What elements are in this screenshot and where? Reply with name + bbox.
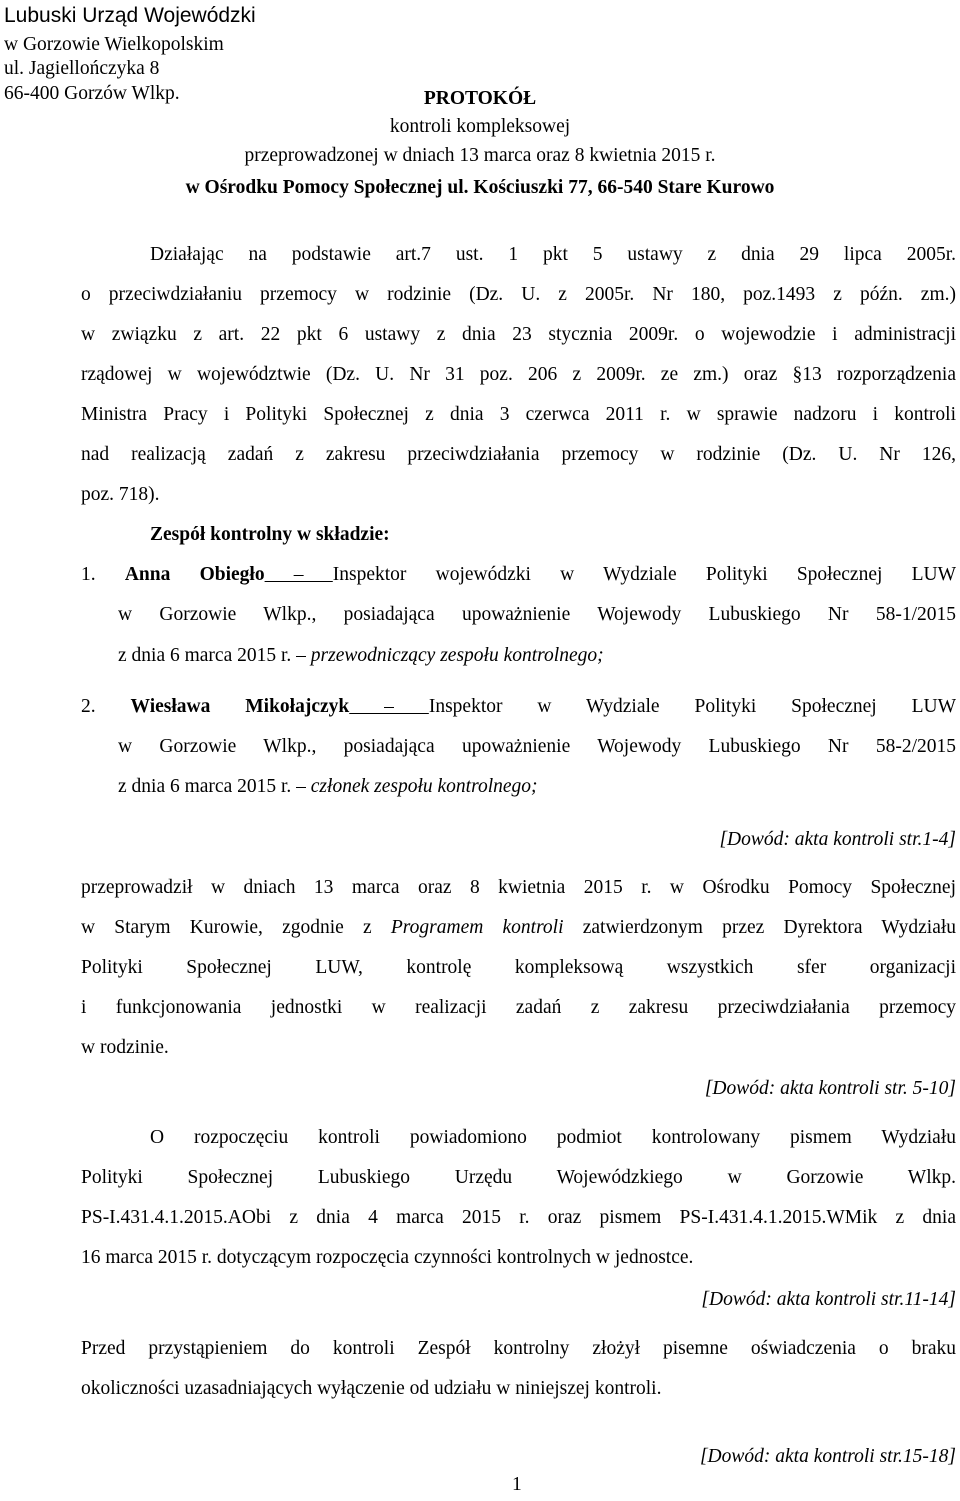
legal-basis-line: rządowej w województwie (Dz. U. Nr 31 poz. 206 z 2009r. ze zm.) oraz §13 rozporządzenia xyxy=(81,364,956,385)
notice-line: Polityki Społecznej Lubuskiego Urzędu Wojewódzkiego w Gorzowie Wlkp. xyxy=(81,1167,956,1188)
office-name: Lubuski Urząd Wojewódzki xyxy=(4,4,256,27)
declaration-line: okoliczności uzasadniających wyłączenie od udziału w niniejszej kontroli. xyxy=(81,1378,662,1399)
member-name: Wiesława Mikołajczyk xyxy=(130,696,350,717)
declaration-line: Przed przystąpieniem do kontroli Zespół kontrolny złożył pisemne oświadczenia o braku xyxy=(81,1338,956,1359)
legal-basis-line: Ministra Pracy i Polityki Społecznej z dnia 3 czerwca 2011 r. w sprawie nadzoru i kontroli xyxy=(81,404,956,425)
legal-basis-line: w związku z art. 22 pkt 6 ustawy z dnia 23 stycznia 2009r. o wojewodzie i administracji xyxy=(81,324,956,345)
evidence-reference: [Dowód: akta kontroli str.11-14] xyxy=(701,1289,956,1310)
legal-basis-line: nad realizacją zadań z zakresu przeciwdziałania przemocy w rodzinie (Dz. U. Nr 126, xyxy=(81,444,956,465)
office-city: w Gorzowie Wielkopolskim xyxy=(4,34,224,55)
evidence-reference: [Dowód: akta kontroli str.15-18] xyxy=(699,1446,956,1467)
scope-line: przeprowadził w dniach 13 marca oraz 8 kwietnia 2015 r. w Ośrodku Pomocy Społecznej xyxy=(81,877,956,898)
legal-basis-line: poz. 718). xyxy=(81,484,160,505)
legal-basis-line: o przeciwdziałaniu przemocy w rodzinie (Dz. U. z 2005r. Nr 180, poz.1493 z późn. zm.) xyxy=(81,284,956,305)
scope-text: w Starym Kurowie, zgodnie z xyxy=(81,917,372,938)
member-authorization: w Gorzowie Wlkp., posiadająca upoważnienie Wojewody Lubuskiego Nr 58-2/2015 xyxy=(118,736,956,757)
page-number: 1 xyxy=(512,1474,522,1495)
member-date: z dnia 6 marca 2015 r. xyxy=(118,776,292,797)
protocol-location: w Ośrodku Pomocy Społecznej ul. Kościuszki 77, 66-540 Stare Kurowo xyxy=(185,177,775,198)
scope-line: w rodzinie. xyxy=(81,1037,169,1058)
protocol-dates: przeprowadzonej w dniach 13 marca oraz 8 kwietnia 2015 r. xyxy=(244,145,716,166)
team-member-2 xyxy=(81,696,956,718)
member-role: Inspektor w Wydziale Polityki Społecznej LUW xyxy=(428,696,957,717)
office-postal: 66-400 Gorzów Wlkp. xyxy=(4,83,180,104)
member-function: przewodniczący zespołu kontrolnego; xyxy=(310,645,604,666)
member-dash: – xyxy=(264,564,333,585)
member-role: Inspektor wojewódzki w Wydziale Polityki Społecznej LUW xyxy=(332,564,957,585)
scope-text: zatwierdzonym przez Dyrektora Wydziału xyxy=(582,917,957,938)
member-date: z dnia 6 marca 2015 r. xyxy=(118,645,292,666)
evidence-reference: [Dowód: akta kontroli str. 5-10] xyxy=(704,1078,956,1099)
member-function: członek zespołu kontrolnego; xyxy=(310,776,538,797)
protocol-title: PROTOKÓŁ xyxy=(423,88,537,109)
notice-line: O rozpoczęciu kontroli powiadomiono podmiot kontrolowany pismem Wydziału xyxy=(150,1127,956,1148)
team-member-1 xyxy=(81,564,956,586)
scope-line xyxy=(81,917,956,939)
office-street: ul. Jagiellończyka 8 xyxy=(4,58,160,79)
scope-line: Polityki Społecznej LUW, kontrolę kompleksową wszystkich sfer organizacji xyxy=(81,957,956,978)
notice-line: 16 marca 2015 r. dotyczącym rozpoczęcia czynności kontrolnych w jednostce. xyxy=(81,1247,694,1268)
team-heading: Zespół kontrolny w składzie: xyxy=(150,524,390,545)
member-date-function: z dnia 6 marca 2015 r. – członek zespołu kontrolnego; xyxy=(118,776,538,797)
evidence-reference: [Dowód: akta kontroli str.1-4] xyxy=(719,829,956,850)
member-date-function: z dnia 6 marca 2015 r. – przewodniczący zespołu kontrolnego; xyxy=(118,645,604,666)
member-name: Anna Obiegło xyxy=(124,564,265,585)
protocol-subtitle: kontroli kompleksowej xyxy=(389,116,571,137)
member-number: 2. xyxy=(81,696,96,717)
notice-line: PS-I.431.4.1.2015.AObi z dnia 4 marca 2015 r. oraz pismem PS-I.431.4.1.2015.WMik z dnia xyxy=(81,1207,956,1228)
legal-basis-line: Działając na podstawie art.7 ust. 1 pkt 5 ustawy z dnia 29 lipca 2005r. xyxy=(150,244,956,265)
scope-line: i funkcjonowania jednostki w realizacji zadań z zakresu przeciwdziałania przemocy xyxy=(81,997,956,1018)
member-authorization: w Gorzowie Wlkp., posiadająca upoważnienie Wojewody Lubuskiego Nr 58-1/2015 xyxy=(118,604,956,625)
member-dash: – xyxy=(349,696,429,717)
member-number: 1. xyxy=(81,564,96,585)
program-title: Programem kontroli xyxy=(390,917,564,938)
